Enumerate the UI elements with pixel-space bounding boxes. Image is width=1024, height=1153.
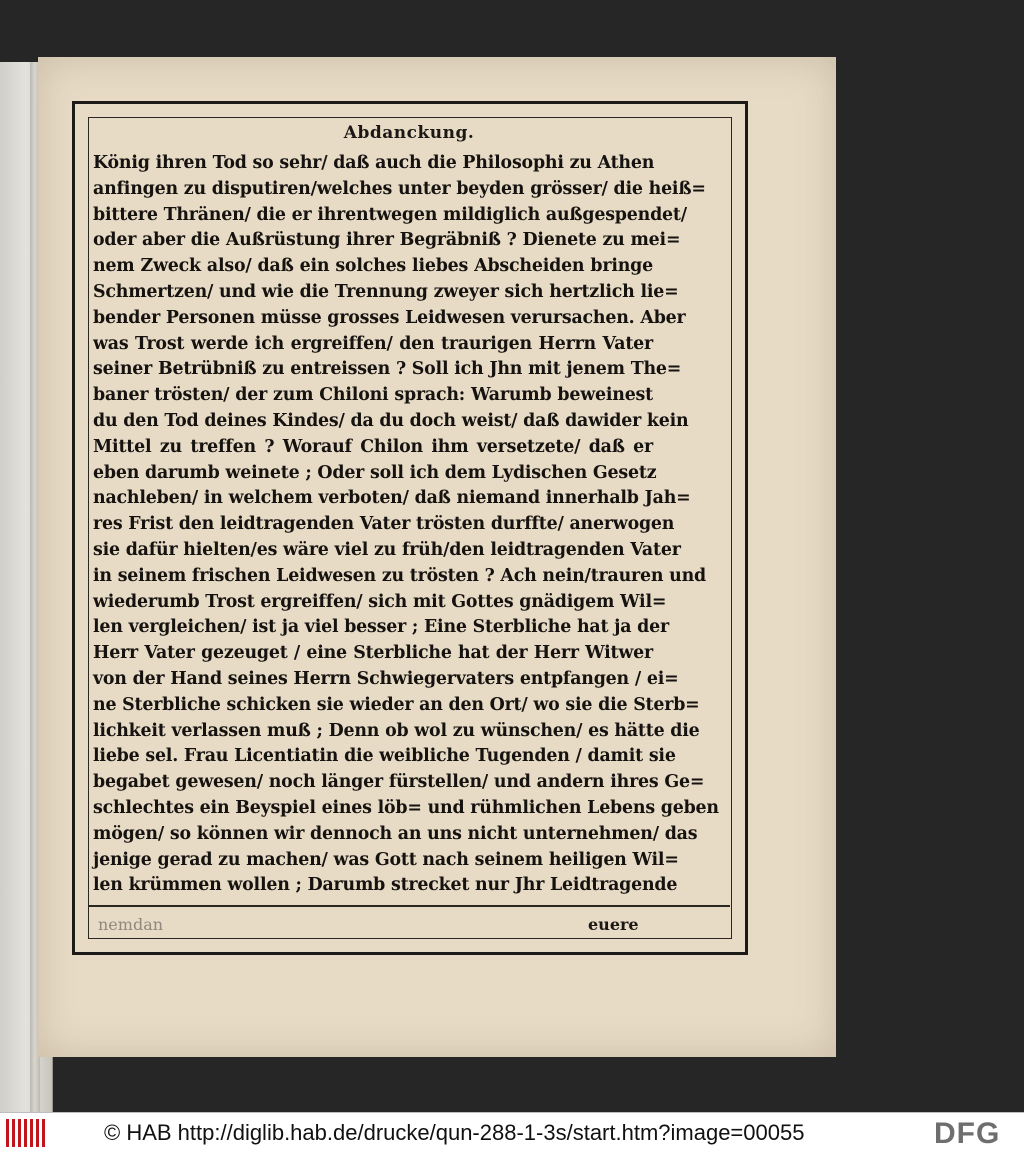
text-line: bittere Thränen/ die er ihrentwegen mildiglich außgespendet/ <box>93 204 687 225</box>
copyright-link[interactable]: © HAB http://diglib.hab.de/drucke/qun-288-1-3s/start.htm?image=00055 <box>104 1120 805 1145</box>
running-head: Abdanckung. <box>343 123 475 143</box>
text-line: Herr Vater gezeuget / eine Sterbliche hat der Herr Witwer <box>93 643 653 664</box>
text-line: von der Hand seines Herrn Schwiegervaters entpfangen / ei= <box>93 669 679 689</box>
text-line: Schmertzen/ und wie die Trennung zweyer sich hertzlich lie= <box>93 282 679 302</box>
text-line: nem Zweck also/ daß ein solches liebes Abscheiden bringe <box>93 256 653 277</box>
text-line: ne Sterbliche schicken sie wieder an den Ort/ wo sie die Sterb= <box>93 694 700 715</box>
catchword-left: nemdan <box>98 915 164 934</box>
text-line: eben darumb weinete ; Oder soll ich dem Lydischen Gesetz <box>93 462 657 483</box>
text-line: in seinem frischen Leidwesen zu trösten ? Ach nein/trauren und <box>93 565 706 586</box>
text-line: begabet gewesen/ noch länger fürstellen/ und andern ihres Ge= <box>93 772 705 793</box>
hab-logo-icon <box>6 1119 46 1147</box>
catchword: euere <box>588 915 639 934</box>
text-line: len krümmen wollen ; Darumb strecket nur Jhr Leidtragende <box>93 875 678 896</box>
text-line: bender Personen müsse grosses Leidwesen verursachen. Aber <box>93 307 686 328</box>
text-line: sie dafür hielten/es wäre viel zu früh/den leidtragenden Vater <box>93 540 681 560</box>
text-line: res Frist den leidtragenden Vater trösten durffte/ anerwogen <box>93 514 675 535</box>
text-line: was Trost werde ich ergreiffen/ den traurigen Herrn Vater <box>93 333 653 354</box>
catchword-rule <box>88 905 730 907</box>
text-line: jenige gerad zu machen/ was Gott nach seinem heiligen Wil= <box>93 849 679 870</box>
text-line: baner trösten/ der zum Chiloni sprach: Warumb beweinest <box>93 385 653 406</box>
footer-bar <box>0 1112 1024 1153</box>
text-line: len vergleichen/ ist ja viel besser ; Eine Sterbliche hat ja der <box>93 617 669 638</box>
text-line: König ihren Tod so sehr/ daß auch die Philosophi zu Athen <box>93 153 655 173</box>
text-line: liebe sel. Frau Licentiatin die weibliche Tugenden / damit sie <box>93 746 676 767</box>
text-line: seiner Betrübniß zu entreissen ? Soll ich Jhn mit jenem The= <box>93 359 682 380</box>
text-line: oder aber die Außrüstung ihrer Begräbniß ? Dienete zu mei= <box>93 230 681 251</box>
text-line: nachleben/ in welchem verboten/ daß niemand innerhalb Jah= <box>93 488 691 509</box>
text-line: du den Tod deines Kindes/ da du doch weist/ daß dawider kein <box>93 411 689 431</box>
text-line: wiederumb Trost ergreiffen/ sich mit Gottes gnädigem Wil= <box>93 591 667 612</box>
text-line: schlechtes ein Beyspiel eines löb= und rühmlichen Lebens geben <box>93 798 719 818</box>
text-line: Mittel zu treffen ? Worauf Chilon ihm versetzete/ daß er <box>93 436 653 457</box>
text-line: lichkeit verlassen muß ; Denn ob wol zu wünschen/ es hätte die <box>93 720 700 741</box>
dfg-logo: DFG <box>934 1117 1001 1150</box>
text-line: mögen/ so können wir dennoch an uns nicht unternehmen/ das <box>93 823 698 844</box>
text-line: anfingen zu disputiren/welches unter beyden grösser/ die heiß= <box>93 178 706 199</box>
